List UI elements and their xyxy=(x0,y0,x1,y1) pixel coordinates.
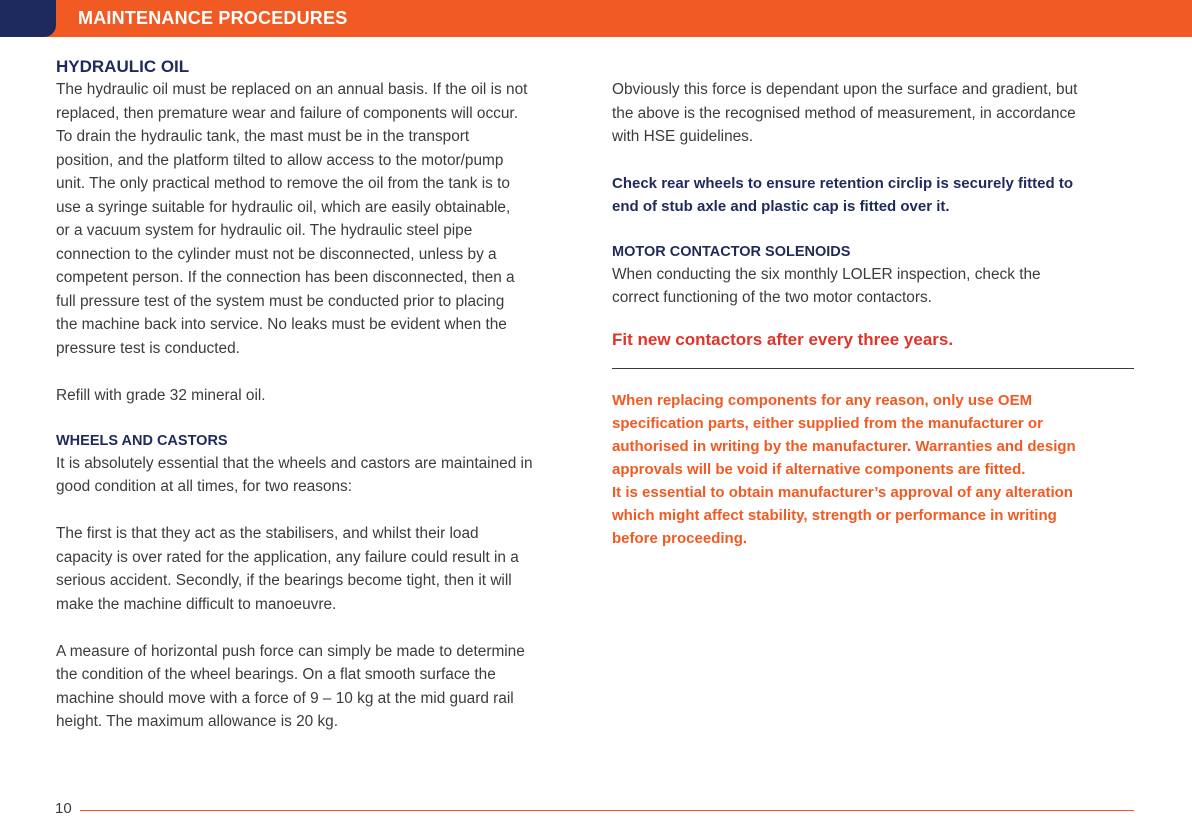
text-line: capacity is over rated for the application, any failure could result in a xyxy=(56,548,519,566)
header-bar xyxy=(0,0,1192,37)
text-line: pressure test is conducted. xyxy=(56,339,240,357)
hydraulic-oil-paragraph xyxy=(56,78,582,360)
page-title: MAINTENANCE PROCEDURES xyxy=(78,8,348,28)
fit-new-contactors-warning: Fit new contactors after every three years. xyxy=(612,329,954,349)
text-line: good condition at all times, for two reasons: xyxy=(56,478,352,495)
text-line: height. The maximum allowance is 20 kg. xyxy=(56,713,339,730)
text-line: or a vacuum system for hydraulic oil. The hydraulic steel pipe xyxy=(56,222,473,239)
text-line: specification parts, either supplied from the manufacturer or xyxy=(612,414,1043,432)
text-line: competent person. If the connection has been disconnected, then a xyxy=(56,269,515,286)
text-line: replaced, then premature wear and failure of components will occur. xyxy=(56,104,518,122)
right-column xyxy=(612,78,1138,550)
text-line: machine should move with a force of 9 – 10 kg at the mid guard rail xyxy=(56,689,514,707)
first-reason-paragraph xyxy=(56,522,582,616)
text-line: position, and the platform tilted to allow access to the motor/pump xyxy=(56,151,504,169)
text-line: the condition of the wheel bearings. On a flat smooth surface the xyxy=(56,666,496,683)
text-line: correct functioning of the two motor contactors. xyxy=(612,289,932,306)
text-line: It is absolutely essential that the wheels and castors are maintained in xyxy=(56,454,533,472)
text-line: the above is the recognised method of measurement, in accordance xyxy=(612,104,1076,122)
text-line: When conducting the six monthly LOLER inspection, check the xyxy=(612,265,1041,283)
text-line: use a syringe suitable for hydraulic oil, which are easily obtainable, xyxy=(56,198,511,216)
refill-note: Refill with grade 32 mineral oil. xyxy=(56,386,266,404)
text-line: Obviously this force is dependant upon the surface and gradient, but xyxy=(612,81,1078,98)
motor-contactor-heading: MOTOR CONTACTOR SOLENOIDS xyxy=(612,243,851,260)
push-force-paragraph xyxy=(56,640,582,734)
text-line: When replacing components for any reason, only use OEM xyxy=(612,391,1033,409)
text-line: before proceeding. xyxy=(612,529,748,547)
text-line: A measure of horizontal push force can simply be made to determine xyxy=(56,642,525,660)
wheels-paragraph xyxy=(56,452,582,499)
footer-divider xyxy=(80,810,1134,811)
text-line: which might affect stability, strength or performance in writing xyxy=(612,506,1057,524)
page-number: 10 xyxy=(55,800,72,817)
text-line: serious accident. Secondly, if the bearings become tight, then it will xyxy=(56,572,512,589)
force-paragraph xyxy=(612,78,1138,149)
text-line: full pressure test of the system must be conducted prior to placing xyxy=(56,292,505,310)
text-line: authorised in writing by the manufacturer. Warranties and design xyxy=(612,437,1076,455)
text-line: with HSE guidelines. xyxy=(612,128,754,145)
text-line: the machine back into service. No leaks must be evident when the xyxy=(56,316,507,333)
text-line: The hydraulic oil must be replaced on an annual basis. If the oil is not xyxy=(56,81,528,98)
left-column xyxy=(56,55,582,734)
text-line: Check rear wheels to ensure retention circlip is securely fitted to xyxy=(612,175,1073,192)
text-line: make the machine difficult to manoeuvre. xyxy=(56,595,337,613)
text-line: unit. The only practical method to remove the oil from the tank is to xyxy=(56,175,510,192)
circlip-instruction xyxy=(612,172,1138,218)
wheels-castors-heading: WHEELS AND CASTORS xyxy=(56,432,228,449)
text-line: connection to the cylinder must not be disconnected, unless by a xyxy=(56,245,497,263)
oem-parts-warning xyxy=(612,389,1138,550)
hydraulic-oil-heading: HYDRAULIC OIL xyxy=(56,57,190,76)
text-line: The first is that they act as the stabilisers, and whilst their load xyxy=(56,525,479,542)
text-line: approvals will be void if alternative components are fitted. xyxy=(612,460,1026,478)
text-line: It is essential to obtain manufacturer’s approval of any alteration xyxy=(612,483,1073,501)
text-line: To drain the hydraulic tank, the mast must be in the transport xyxy=(56,128,470,145)
text-line: end of stub axle and plastic cap is fitted over it. xyxy=(612,198,950,215)
contactor-paragraph xyxy=(612,263,1138,310)
header-tab xyxy=(0,0,56,37)
